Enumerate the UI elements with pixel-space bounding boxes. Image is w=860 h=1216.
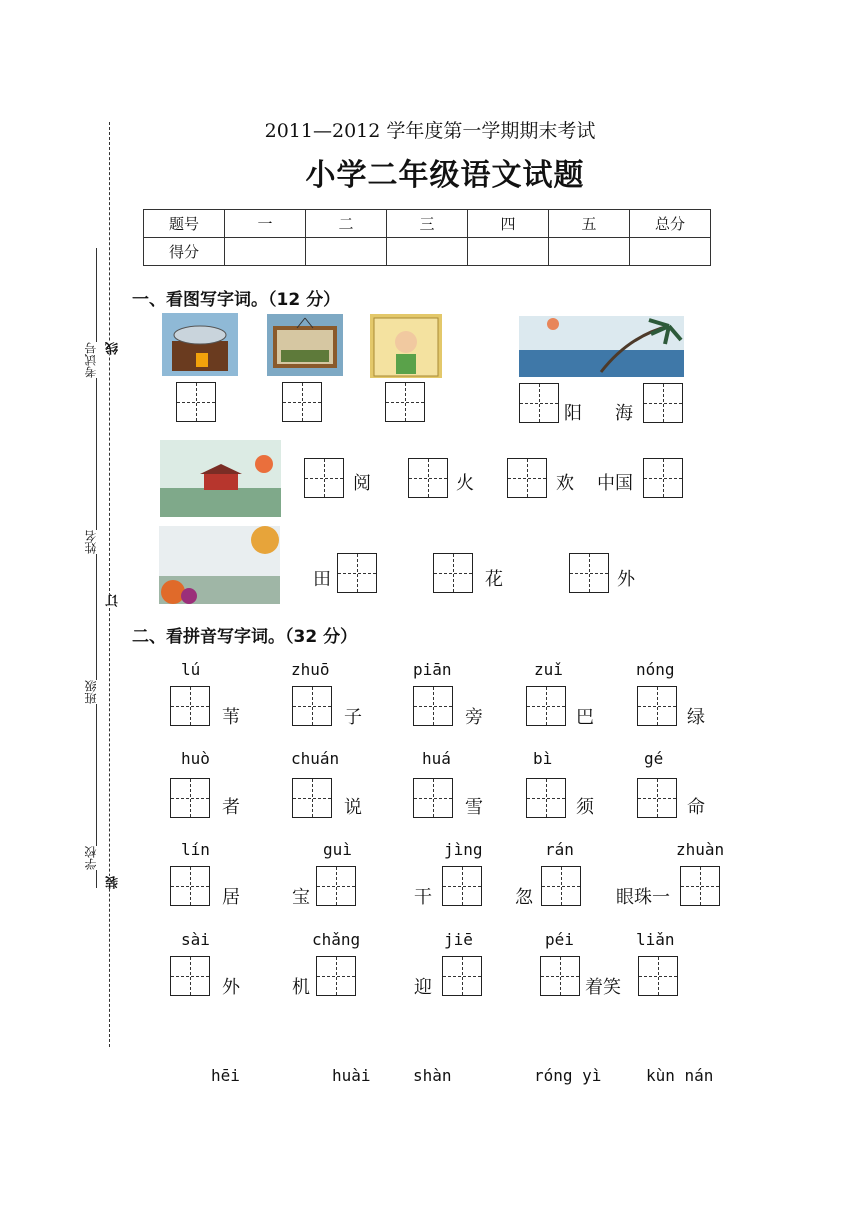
char-box[interactable] bbox=[643, 458, 683, 498]
pinyin-label: nóng bbox=[636, 660, 675, 679]
char-box[interactable] bbox=[292, 778, 332, 818]
char-box[interactable] bbox=[304, 458, 344, 498]
given-char: 巴 bbox=[576, 707, 594, 728]
score-cell: 五 bbox=[549, 210, 630, 238]
given-char: 忽 bbox=[515, 887, 533, 908]
score-cell: 三 bbox=[387, 210, 468, 238]
score-input-cell[interactable] bbox=[225, 238, 306, 266]
score-cell: 总分 bbox=[630, 210, 711, 238]
frame-picture bbox=[267, 314, 343, 376]
char-box[interactable] bbox=[170, 686, 210, 726]
field-school-label: 学校 bbox=[84, 846, 98, 870]
pinyin-label: róng yì bbox=[534, 1066, 602, 1085]
given-char: 中国 bbox=[597, 473, 633, 494]
tiananmen-picture bbox=[160, 440, 281, 517]
char-box[interactable] bbox=[526, 778, 566, 818]
char-box[interactable] bbox=[637, 778, 677, 818]
char-box[interactable] bbox=[337, 553, 377, 593]
pinyin-label: chǎng bbox=[312, 930, 361, 949]
pinyin-label: shàn bbox=[413, 1066, 452, 1085]
pinyin-label: rán bbox=[545, 840, 574, 859]
binding-mark-line: 线 bbox=[106, 342, 121, 355]
pinyin-label: chuán bbox=[291, 749, 340, 768]
char-box[interactable] bbox=[408, 458, 448, 498]
char-box[interactable] bbox=[680, 866, 720, 906]
char-box[interactable] bbox=[316, 956, 356, 996]
score-cell: 一 bbox=[225, 210, 306, 238]
char-box[interactable] bbox=[176, 382, 216, 422]
pinyin-label: jiē bbox=[444, 930, 473, 949]
given-char: 苇 bbox=[222, 707, 240, 728]
char-box[interactable] bbox=[170, 778, 210, 818]
score-table bbox=[143, 209, 711, 266]
score-cell: 二 bbox=[306, 210, 387, 238]
char-box[interactable] bbox=[442, 866, 482, 906]
given-char: 说 bbox=[344, 797, 362, 818]
char-box[interactable] bbox=[433, 553, 473, 593]
section2-heading: 二、看拼音写字词。（32 分） bbox=[132, 627, 358, 647]
score-table-row-header bbox=[144, 210, 711, 238]
given-char: 宝 bbox=[292, 887, 310, 908]
given-char: 火 bbox=[456, 473, 474, 494]
given-char: 欢 bbox=[556, 473, 574, 494]
pinyin-label: zuǐ bbox=[534, 660, 563, 679]
given-char: 着笑 bbox=[585, 977, 621, 998]
char-box[interactable] bbox=[282, 382, 322, 422]
given-char: 阳 bbox=[564, 403, 582, 424]
given-char: 外 bbox=[617, 569, 635, 590]
pinyin-label: jìng bbox=[444, 840, 483, 859]
given-char: 田 bbox=[313, 569, 331, 590]
score-input-cell[interactable] bbox=[468, 238, 549, 266]
given-char: 花 bbox=[485, 569, 503, 590]
pinyin-label: sài bbox=[181, 930, 210, 949]
given-char: 须 bbox=[576, 797, 594, 818]
pinyin-label: guì bbox=[323, 840, 352, 859]
given-char: 迎 bbox=[414, 977, 432, 998]
score-cell: 题号 bbox=[144, 210, 225, 238]
pinyin-label: lú bbox=[181, 660, 201, 679]
given-char: 外 bbox=[222, 977, 240, 998]
score-input-cell[interactable] bbox=[387, 238, 468, 266]
pinyin-label: huò bbox=[181, 749, 210, 768]
given-char: 雪 bbox=[465, 797, 483, 818]
given-char: 居 bbox=[222, 887, 240, 908]
char-box[interactable] bbox=[385, 382, 425, 422]
binding-dashed-line bbox=[109, 122, 110, 1047]
pinyin-label: huá bbox=[422, 749, 451, 768]
char-box[interactable] bbox=[442, 956, 482, 996]
pinyin-label: kùn nán bbox=[646, 1066, 714, 1085]
score-table-row-score bbox=[144, 238, 711, 266]
binding-mark-fold: 装 bbox=[106, 876, 121, 889]
char-box[interactable] bbox=[413, 778, 453, 818]
score-cell: 四 bbox=[468, 210, 549, 238]
char-box[interactable] bbox=[540, 956, 580, 996]
given-char: 子 bbox=[344, 707, 362, 728]
field-name-label: 姓名 bbox=[84, 530, 98, 554]
char-box[interactable] bbox=[638, 956, 678, 996]
pinyin-label: zhuō bbox=[291, 660, 330, 679]
given-char: 者 bbox=[222, 797, 240, 818]
seaside-picture bbox=[519, 316, 684, 377]
boy-window-picture bbox=[370, 314, 442, 378]
stove-picture bbox=[162, 313, 238, 376]
given-char: 旁 bbox=[465, 707, 483, 728]
given-char: 机 bbox=[292, 977, 310, 998]
char-box[interactable] bbox=[541, 866, 581, 906]
pinyin-label: huài bbox=[332, 1066, 371, 1085]
pinyin-label: péi bbox=[545, 930, 574, 949]
char-box[interactable] bbox=[643, 383, 683, 423]
char-box[interactable] bbox=[413, 686, 453, 726]
pinyin-label: lín bbox=[181, 840, 210, 859]
char-box[interactable] bbox=[637, 686, 677, 726]
pinyin-label: zhuàn bbox=[676, 840, 725, 859]
given-char: 命 bbox=[687, 797, 705, 818]
given-char: 干 bbox=[414, 887, 432, 908]
pinyin-label: liǎn bbox=[636, 930, 675, 949]
given-char: 绿 bbox=[687, 707, 705, 728]
exam-main-title: 小学二年级语文试题 bbox=[305, 158, 585, 193]
field-class-label: 班级 bbox=[84, 680, 98, 704]
char-box[interactable] bbox=[316, 866, 356, 906]
pinyin-label: gé bbox=[644, 749, 664, 768]
char-box[interactable] bbox=[507, 458, 547, 498]
score-input-cell[interactable] bbox=[549, 238, 630, 266]
char-box[interactable] bbox=[569, 553, 609, 593]
field-exam-no-label: 考试号 bbox=[84, 342, 98, 378]
section1-heading: 一、看图写字词。（12 分） bbox=[132, 290, 341, 310]
given-char: 海 bbox=[615, 403, 633, 424]
pinyin-label: hēi bbox=[211, 1066, 240, 1085]
autumn-field-picture bbox=[159, 526, 280, 604]
given-char: 眼珠一 bbox=[616, 887, 670, 908]
char-box[interactable] bbox=[170, 956, 210, 996]
score-input-cell[interactable] bbox=[630, 238, 711, 266]
char-box[interactable] bbox=[292, 686, 332, 726]
pinyin-label: bì bbox=[533, 749, 553, 768]
score-input-cell[interactable] bbox=[306, 238, 387, 266]
binding-mark-bind: 订 bbox=[106, 594, 121, 607]
char-box[interactable] bbox=[170, 866, 210, 906]
pinyin-label: piān bbox=[413, 660, 452, 679]
given-char: 阅 bbox=[353, 473, 371, 494]
char-box[interactable] bbox=[519, 383, 559, 423]
char-box[interactable] bbox=[526, 686, 566, 726]
exam-year-title: 2011—2012 学年度第一学期期末考试 bbox=[264, 120, 596, 142]
score-cell: 得分 bbox=[144, 238, 225, 266]
